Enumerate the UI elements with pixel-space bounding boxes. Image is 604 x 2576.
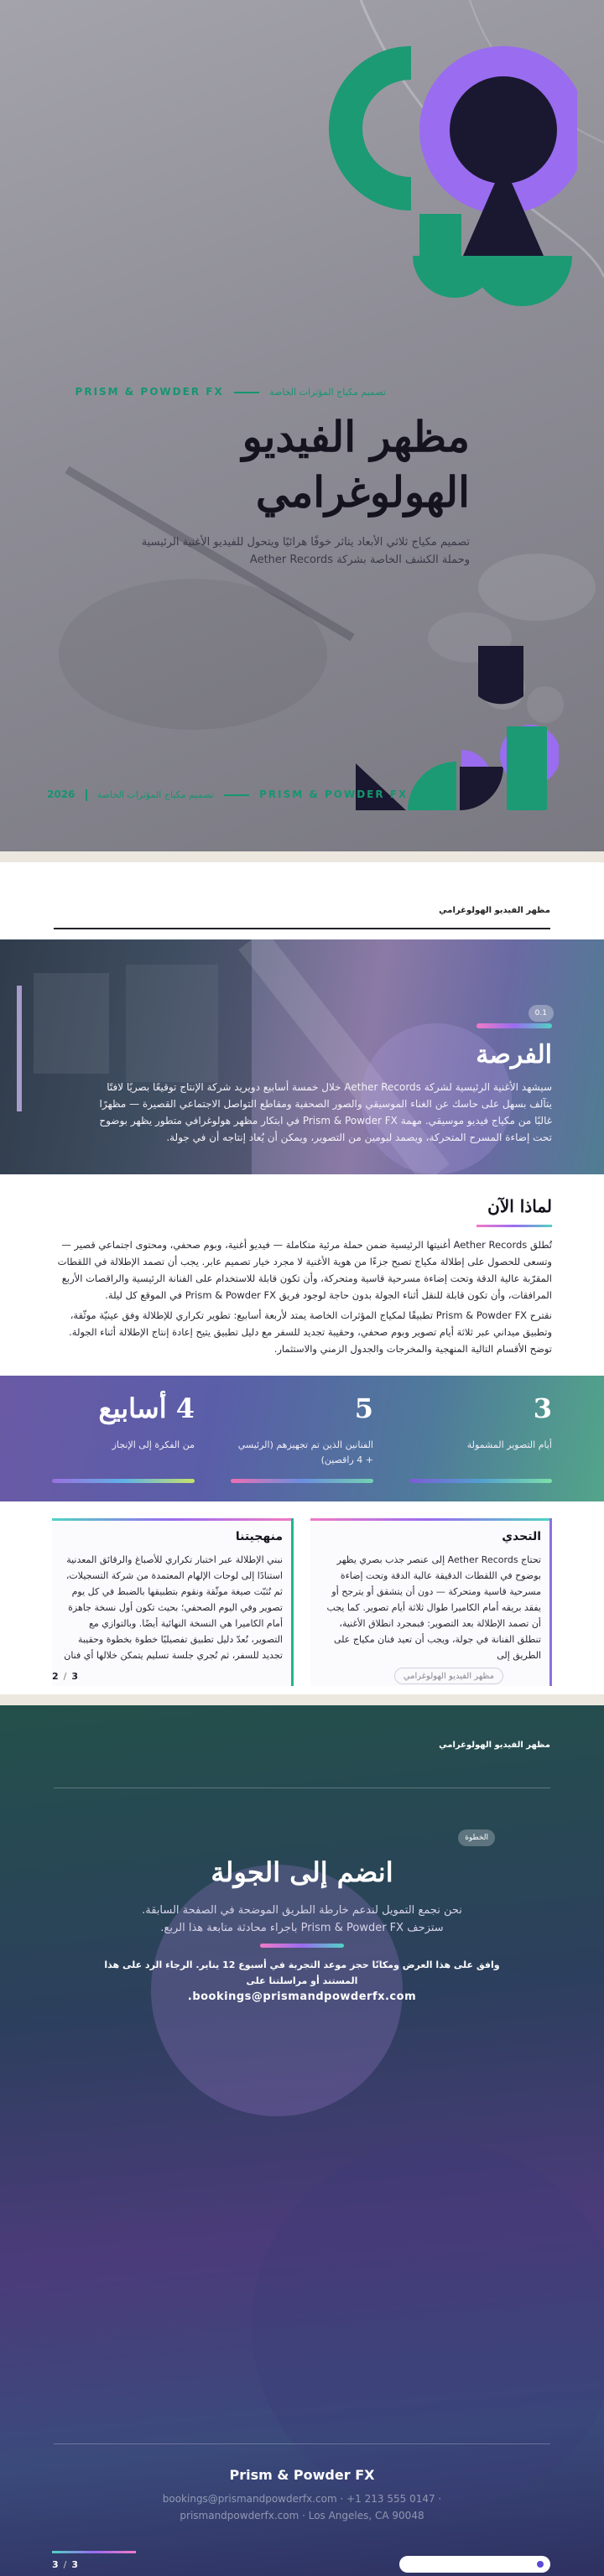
page-current: 2 [52, 1671, 59, 1682]
challenge-text: تحتاج Aether Records إلى عنصر جذب بصري يظهر بوضوح في اللقطات الدقيقة عالية الدقة وتحت إضاءة مسرحية قاسية ومتحركة — دون أن يتشقق أو يترجح أو يفقد بريقه أمام الكاميرا طوال ثلاثة أيام تصوير. كما يجب أن تصمد الإطلالة بعد التصوير: فبمجرد انطلاق الأغنية، تنطلق الفنانة في جولة، ويجب أن تعيد فنان مكياج على الطريق إلى [326, 1554, 541, 1661]
stat-label: أيام التصوير المشمولة [466, 1439, 552, 1450]
page-number: 2 / 3 [52, 1671, 79, 1682]
cover-subtitle: تصميم مكياج ثلاثي الأبعاد يتاثر خوفًا هرائيًا ويتحول للفيديو الأغنية الرئيسية وحملة الكشف الخاصة بشركة Aether Records [141, 536, 470, 566]
card-top-bar [52, 1518, 291, 1521]
running-head-rule [54, 928, 550, 929]
footer-brand: PRISM & POWDER FX [259, 788, 409, 800]
stat-label: من الفكرة إلى الإنجاز [112, 1439, 195, 1450]
cover-kicker [76, 386, 386, 398]
opportunity-accent-bar [476, 1023, 552, 1028]
running-head: مظهر الفيديو الهولوغرامي [439, 1741, 550, 1750]
footer-subtitle: تصميم مكياج المؤثرات الخاصة [96, 789, 214, 800]
page-gap [0, 1694, 604, 1705]
kicker-subtitle: تصميم مكياج المؤثرات الخاصة [269, 387, 386, 398]
stat-performers [231, 1376, 373, 1501]
cover-page [0, 0, 604, 851]
footer-year: 2026 [47, 788, 76, 800]
card-top-bar [310, 1518, 549, 1521]
why-now-title: لماذا الآن [487, 1196, 552, 1216]
page-total: 3 [71, 2559, 79, 2570]
join-accent-bar [260, 1944, 344, 1948]
badge-text: 0.1 [534, 1009, 547, 1017]
content-page [0, 862, 604, 1694]
why-now-accent-bar [476, 1225, 552, 1227]
challenge-title: التحدي [502, 1530, 541, 1543]
opportunity-title: الفرصة [476, 1040, 552, 1069]
footer-accent-line [224, 794, 249, 796]
challenge-card [310, 1518, 552, 1686]
footer-title-pill: مظهر الفيديو الهولوغرامي [394, 1668, 503, 1684]
methodology-title: منهجيتنا [235, 1530, 283, 1543]
cta-email-link[interactable]: bookings@prismandpowderfx.com. [187, 1991, 417, 2003]
pill-icon [537, 2561, 544, 2568]
stat-shoot-days [409, 1376, 552, 1501]
stat-weeks [52, 1376, 195, 1501]
footer-pill [399, 2556, 550, 2573]
cover-footer [47, 788, 408, 801]
methodology-text: نبني الإطلالة عبر اختبار تكراري للأصباغ والرقائق المعدنية استنادًا إلى لوحات الإلهام المعتمدة من شركة التسجيلات، ثم نُثبّت صيغة موثّقة ونقوم بتطبيقها بالضبط في كل يوم تصوير وفي اليوم الصحفي؛ بحيث تكون أول نسخة جاهزة أمام الكاميرا هي النسخة النهائية أيضًا. وبالتوازي مع التصوير، نُعدّ دليل تطبيق تفصيليًا خطوة بخطوة وحقيبة تجديد للسفر، ثم نُجري جلسة تسليم يتمكن خلالها أي فنان [64, 1554, 283, 1661]
stat-number: 5 [354, 1392, 373, 1424]
kicker-brand: PRISM & POWDER FX [75, 386, 224, 398]
why-now-paragraph-2: نقترح Prism & Powder FX تطبيقًا لمكياج المؤثرات الخاصة يمتد لأربعة أسابيع: تطوير تكراري للإطلالة وفق عينيّة موثّقة، وتطبيق ميداني عبر ثلاثة أيام تصوير وبوم صحفي، وحقيبة تجديد للسفر مع دليل تطبيق يتيح إعادة إنتاج الإطلالة أثناء الجولة. توضح الأقسام التالية المنهجية والمخرجات والجدول الزمني والاستثمار. [69, 1309, 552, 1355]
contact-info[interactable]: bookings@prismandpowderfx.com · +1 213 555 0147 · prismandpowderfx.com · Los Angeles, CA 90048 [162, 2493, 442, 2521]
brand-name: Prism & Powder FX [229, 2467, 375, 2483]
cta-text: وافق على هذا العرض ومكانًا حجز موعد التجربة في أسبوع 12 يناير. الرجاء الرد على هذا المستند أو مراسلتنا على [104, 1959, 500, 1986]
page-total: 3 [71, 1671, 79, 1682]
stat-bar [52, 1479, 195, 1483]
stat-label: الفنانين الذين تم تجهيزهم (الرئيسي + 4 راقصين) [237, 1439, 373, 1465]
page-gap [0, 851, 604, 862]
running-head: مظهر الفيديو الهولوغرامي [439, 906, 550, 915]
page-number: 3 / 3 [52, 2559, 79, 2570]
closing-page [0, 1705, 604, 2576]
join-call-to-action [101, 1957, 503, 2005]
stat-bar [231, 1479, 373, 1483]
join-subtitle: نحن نجمع التمويل لندعم خارطة الطريق الموضحة في الصفحة السابقة. ستزحف Prism & Powder FX باجراء محادثة متابعة هذا الربع. [142, 1904, 462, 1934]
section-number-badge [528, 1005, 554, 1022]
stat-bar [409, 1479, 552, 1483]
methodology-card [52, 1518, 294, 1686]
why-now-paragraph-1: تُطلق Aether Records أغنيتها الرئيسية ضمن حملة مرئية متكاملة — فيديو أغنية، وبوم صحفي، ومحتوى اجتماعي قصير — وتسعى للحصول على إطلالة مكياج تصبح جزءًا من هوية الأغنية لا مجرد خيار تصميم عابر. يجب أن تصمد الإطلالة في اللقطات المقرّبة عالية الدقة وتحت إضاءة مسرحية قاسية ومتحركة، وأن تكون قابلة للاستخدام على الفنانة الرئيسية والراقصات الأربع المرافقات، وأن تكون قابلة للنقل أثناء الجولة بدون حاجة لوجود فريق Prism & Powder FX في الموقع كل ليلة. [57, 1239, 552, 1301]
geometric-logo-motif [320, 38, 577, 348]
section-badge [458, 1829, 495, 1846]
cover-title: مظهر الفيديو الهولوغرامي [242, 412, 470, 517]
geometric-footer-motif [356, 646, 559, 810]
stat-number: 4 أسابيع [98, 1392, 195, 1424]
opportunity-text: سيشهد الأغنية الرئيسية لشركة Aether Records خلال خمسة أسابيع دويريد شركة الإنتاج توقيعًا بصريًا لافتًا يتآلف بسهل على حاسك عن الغناء الموسيقي والصور الصحفية ومقاطع التواصل الاجتماعي القصيرة — مظهرًا غالبًا من مكياج فيديو موسيقي. مهمة Prism & Powder FX في ابتكار مظهر هولوغرافي متطور يظهر بوضوح تحت إضاءة المسرح المتحركة، ويصمد ليومين من التصوير، ويمكن أن يُعاد إنتاجه أن في جولة. [99, 1081, 552, 1143]
page-current: 3 [52, 2559, 59, 2570]
footer-rule [54, 2443, 550, 2444]
closing-glow [0, 1705, 604, 2576]
join-title: انضم إلى الجولة [211, 1856, 393, 1888]
kicker-divider [234, 392, 259, 393]
badge-text: الخطوة [465, 1834, 488, 1842]
footer-accent-bar [52, 2551, 136, 2553]
stats-band [0, 1376, 604, 1501]
stat-number: 3 [533, 1392, 552, 1424]
footer-divider [86, 789, 87, 801]
